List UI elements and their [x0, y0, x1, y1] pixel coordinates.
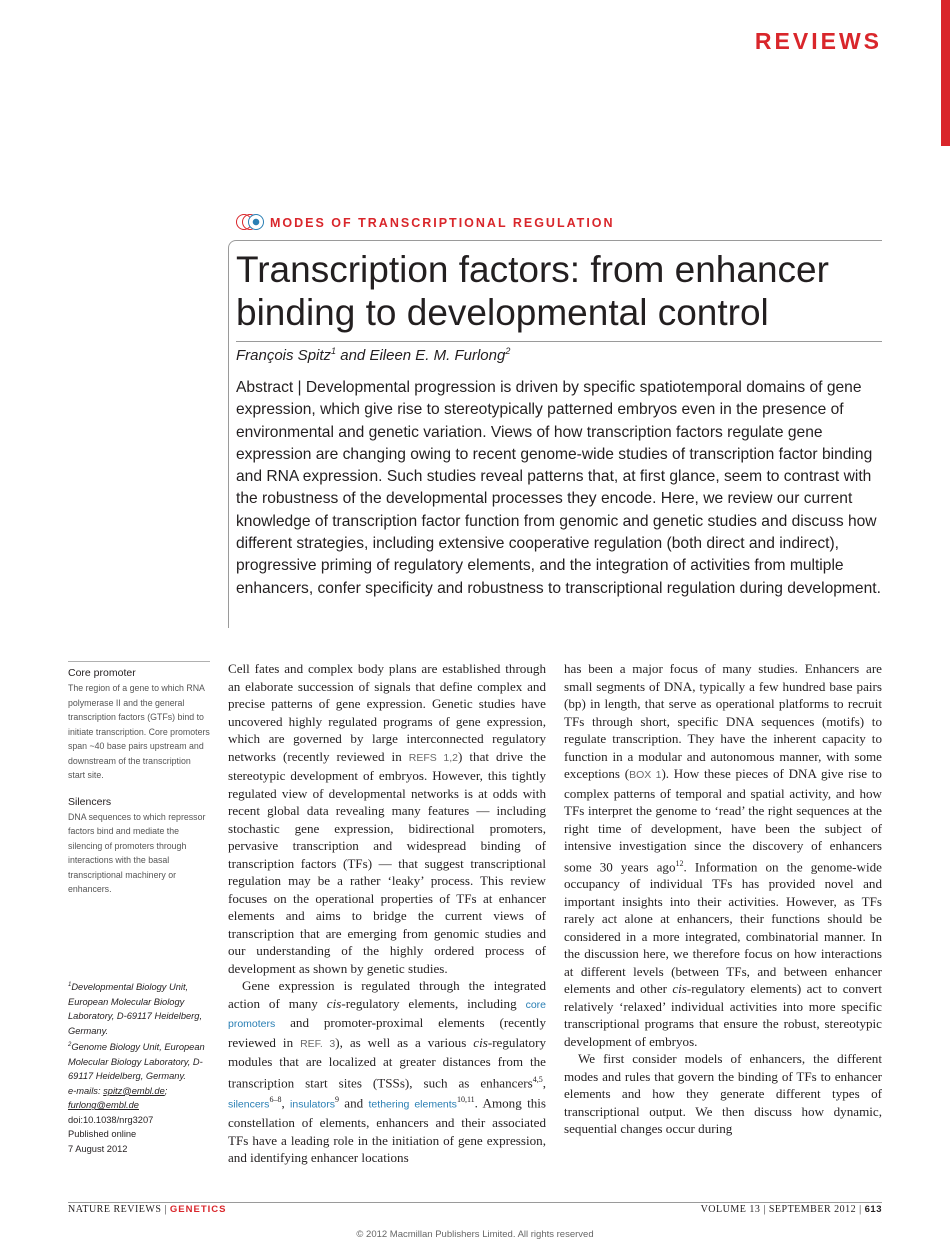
glossary-term: Core promoter [68, 667, 136, 679]
abstract: Abstract | Developmental progression is driven by specific spatiotemporal domains of gene expression, which give rise to stereotypically patterned embryos even in the presence of environmental and genetic variation. Views of how transcription factors regulate gene expression are changing owing to recent genome-wide studies of transcription factor binding and RNA expression. Such studies reveal patterns that, at first glance, seem to contrast with the robustness of the developmental processes they encode. Here, we review our current knowledge of transcription factor function from genomic and genetic studies and discuss how different strategies, including extensive cooperative regulation (both direct and indirect), progressive priming of regulatory elements, and the integration of activities from multiple enhancers, confer specificity and robustness to transcriptional regulation during development. [236, 379, 881, 597]
copyright: © 2012 Macmillan Publishers Limited. All rights reserved [356, 1229, 594, 1240]
glossary-entry [68, 667, 210, 783]
footer-journal-section: GENETICS [169, 1204, 227, 1215]
box-link[interactable]: BOX 1 [629, 769, 662, 781]
footer-journal: NATURE REVIEWS | GENETICS [68, 1204, 227, 1215]
published-label: Published online [68, 1129, 137, 1140]
body-paragraph: We first consider models of enhancers, the different modes and rules that govern the binding of TFs to enhancer elements and how they generate different types of transcriptional output. We then discuss how dynamic, sequential changes occur during [564, 1051, 882, 1137]
article-title: Transcription factors: from enhancer binding to developmental control [236, 249, 829, 333]
article-category [236, 214, 615, 232]
doi: doi:10.1038/nrg3207 [68, 1114, 154, 1125]
journal-section-label: REVIEWS [754, 28, 882, 54]
author-name: Eileen E. M. Furlong [369, 347, 506, 364]
body-column-2 [564, 660, 882, 1138]
email-link[interactable]: furlong@embl.de [68, 1100, 139, 1111]
author-list [236, 346, 510, 364]
glossary-term: Silencers [68, 795, 112, 808]
reference-link[interactable]: REF. 3 [300, 1037, 336, 1050]
abstract-side-rule [228, 248, 229, 628]
glossary-link[interactable]: tethering elements [368, 1098, 457, 1111]
category-label: MODES OF TRANSCRIPTIONAL REGULATION [270, 216, 615, 230]
glossary-link[interactable]: core promoters [228, 998, 546, 1030]
citation[interactable]: 10,11 [456, 1095, 475, 1105]
citation[interactable]: 4,5 [532, 1074, 543, 1084]
citation[interactable]: 6–8 [269, 1095, 282, 1105]
circles-icon [236, 214, 266, 232]
contact-emails: e-mails: spitz@embl.de; furlong@embl.de [68, 1085, 168, 1111]
body-column-1 [228, 660, 546, 1167]
email-link[interactable]: spitz@embl.de [103, 1085, 165, 1096]
author-affiliation-mark: 1 [331, 346, 337, 356]
reference-link[interactable]: REFS 1,2 [408, 751, 459, 764]
glossary [68, 660, 210, 897]
affiliation-1: $^1$Developmental Biology Unit, European Molecular Biology Laboratory, D-69117 Heidelberg, Germany. [68, 982, 203, 1036]
affiliations [68, 978, 218, 1156]
published-date: 7 August 2012 [68, 1143, 128, 1154]
glossary-definition: The region of a gene to which RNA polymerase II and the general transcription factors (GTFs) bind to initiate transcription. Core promoters span ~40 base pairs upstream and downstream of the transcription start site. [68, 683, 210, 780]
citation[interactable]: 12 [675, 858, 684, 868]
section-color-tab [941, 0, 950, 146]
glossary-link[interactable]: silencers [228, 1098, 270, 1111]
author-conjunction: and [336, 347, 370, 364]
author-name: François Spitz [236, 347, 332, 364]
body-paragraph: Gene expression is regulated through the integrated action of many cis-regulatory elements, including core promoters and promoter-proximal elements (recently reviewed in REF. 3), as well as a various cis-regulatory modules that are localized at greater distances from the transcription start sites (TSSs), such as enhancers$^{4,5}$, silencers$^{6-8}$, insulators$^9$ and tethering elements$^{10,11}$. Among this constellation of elements, enhancers and their associated TFs have a leading role in the initiation of gene expression, and identifying enhancer locations [228, 978, 547, 1166]
author-affiliation-mark: 2 [505, 346, 511, 356]
body-paragraph: Cell fates and complex body plans are established through an elaborate succession of signals that define complex and precise patterns of gene expression. Genetic studies have uncovered highly regulated programs of gene expression, which are governed by large interconnected regulatory networks (recently reviewed in REFS 1,2) that drive the stereotypic development of embryos. However, this tightly regulated view of developmental networks is at odds with recent global data revealing many features — including stochastic gene expression, bidirectional promoters, pervasive transcription and widespread binding of transcription factors (TFs) — that suggest transcriptional regulation may be a rather ‘leaky’ process. This review focuses on the operational properties of TFs at enhancer elements and aims to bridge the current views of transcription that are emerging from genomic studies and our understanding of the highly ordered process of development as shown by genetic studies. [228, 661, 546, 976]
glossary-definition: DNA sequences to which repressor factors bind and mediate the silencing of promoters through interactions with the basal transcriptional machinery or enhancers. [68, 811, 206, 894]
footer-volume: VOLUME 13 | SEPTEMBER 2012 | 613 [700, 1204, 882, 1215]
footer-divider [68, 1202, 882, 1203]
title-divider [236, 240, 882, 241]
citation[interactable]: 9 [334, 1095, 339, 1105]
affiliation-2: $^2$Genome Biology Unit, European Molecular Biology Laboratory, D-69117 Heidelberg, Germany. [68, 1042, 205, 1082]
glossary-link[interactable]: insulators [290, 1098, 335, 1111]
page-number: 613 [864, 1204, 882, 1215]
authors-divider [236, 341, 882, 342]
body-paragraph: has been a major focus of many studies. Enhancers are small segments of DNA, typically a few hundred base pairs (bp) in length, that serve as operational platforms to recruit TFs through short, specific DNA sequences (motifs) to regulate transcription. They have the inherent capacity to function in a modular and autonomous manner, with some exceptions (BOX 1). How these pieces of DNA give rise to complex patterns of temporal and spatial activity, and how TFs interpret the genome to ‘read’ the right sequences at the right time of development, have been the subject of intensive investigation since the discovery of enhancers some 30 years ago$^{12}$. Information on the genome-wide occupancy of individual TFs has provided novel and important insights into their activities. However, as TFs rarely act alone at enhancers, their functions should be considered in a more integrated, combinatorial manner. In the discussion here, we therefore focus on how interactions at different levels (between TFs, and between enhancer elements and other cis-regulatory elements) act to convert relatively ‘relaxed’ individual activities into more specific transcriptional programs that ensure the robust, stereotypic development of embryos. [564, 661, 882, 1049]
glossary-entry [68, 796, 210, 897]
